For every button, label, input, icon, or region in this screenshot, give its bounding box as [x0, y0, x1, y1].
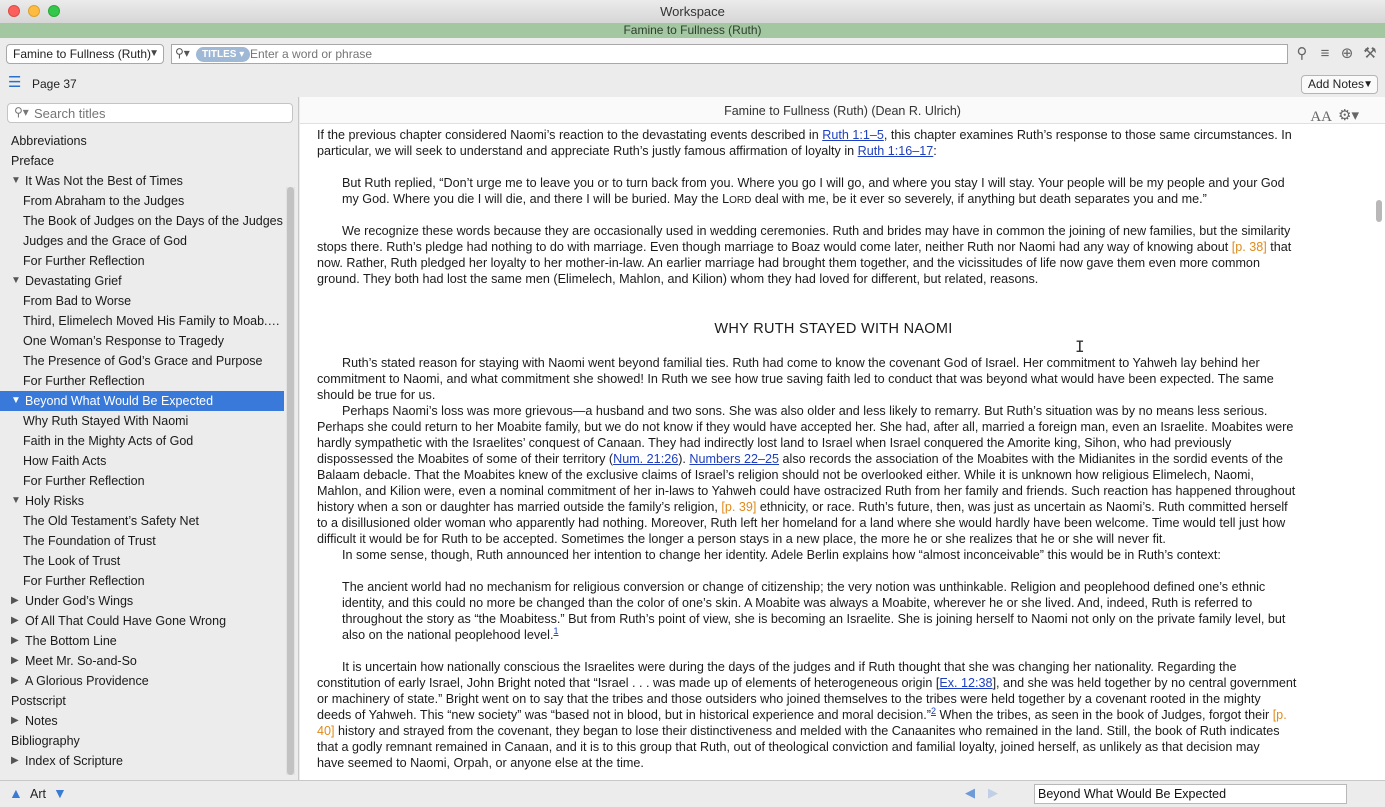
- footnote-number[interactable]: 1: [553, 625, 559, 636]
- search-bar[interactable]: [171, 44, 1288, 64]
- bottom-bar: [0, 780, 1385, 807]
- toc-item-label: From Bad to Worse: [23, 294, 132, 308]
- text-span: or machinery of state.” Bright went on to say that the tribes and those outsiders who joined themselves to the tribes were held together by a covenant rooted in the mighty: [317, 692, 1261, 706]
- page-bar: [0, 70, 1385, 97]
- text-span: to a disillusioned older woman who apparently had nothing. Moreover, Ruth left her homeland for a land where she would hardly have been welcome. Time would tell just how: [317, 516, 1286, 530]
- toc-item-label: Postscript: [11, 694, 66, 708]
- toc-item-label: Holy Risks: [25, 494, 85, 508]
- text-line: [317, 435, 1350, 451]
- resource-select-value: Famine to Fullness (Ruth): [13, 47, 152, 61]
- text-span: that: [1266, 240, 1292, 254]
- list-icon[interactable]: ≡: [1320, 45, 1330, 62]
- sidebar-scrollbar[interactable]: [286, 187, 295, 775]
- toc-item-label: The Old Testament’s Safety Net: [23, 514, 200, 528]
- triangle-down-icon[interactable]: ▼: [53, 785, 67, 801]
- text-line: [317, 691, 1350, 707]
- text-span: ).: [678, 452, 690, 466]
- text-line: [317, 175, 1350, 191]
- toc-item-label: Beyond What Would Be Expected: [25, 394, 214, 408]
- toc-item[interactable]: [0, 331, 284, 351]
- art-label: Art: [30, 787, 46, 801]
- toc-item[interactable]: [0, 631, 284, 651]
- panel-icon[interactable]: ⚒: [1363, 45, 1377, 62]
- book-text: [317, 127, 1350, 771]
- text-line: [317, 515, 1350, 531]
- text-span: ground. They both had lost the same men (Elimelech, Mahlon, and Kilion) whom they had loved for different, but related, reasons.: [317, 272, 1039, 286]
- workspace-subtitle: Famine to Fullness (Ruth): [0, 23, 1385, 38]
- toc-item-label: Faith in the Mighty Acts of God: [23, 434, 194, 448]
- page-number: Page 37: [32, 77, 77, 91]
- gear-icon[interactable]: ⚙▾: [1338, 107, 1359, 124]
- reader-pane: [300, 97, 1385, 780]
- blank-line: [317, 207, 1350, 223]
- toc-item[interactable]: [0, 731, 284, 751]
- add-icon[interactable]: ⊕: [1340, 45, 1354, 62]
- search-icon[interactable]: ⚲▾: [175, 46, 190, 60]
- toolbar: [0, 38, 1385, 70]
- text-span: We recognize these words because they are occasionally used in wedding ceremonies. Ruth and brides may have in common the joining of new families, but the similarity: [342, 224, 1291, 238]
- text-span: It is uncertain how nationally conscious the Israelites were during the days of the judges and if Ruth thought that she was changing her nationality. Regarding the: [342, 660, 1237, 674]
- location-field[interactable]: Beyond What Would Be Expected: [1034, 784, 1347, 804]
- text-line: [317, 547, 1350, 563]
- sidebar-scroll-thumb[interactable]: [287, 187, 294, 775]
- toc-item[interactable]: [0, 651, 284, 671]
- toc-item-label: For Further Reflection: [23, 254, 145, 268]
- title-search-box[interactable]: [7, 103, 293, 123]
- scripture-link[interactable]: Ruth 1:1–5: [822, 128, 884, 142]
- toc-item-label: The Foundation of Trust: [23, 534, 156, 548]
- toc-item[interactable]: [0, 371, 284, 391]
- text-span: stops there. Ruth’s pledge had nothing to do with marriage. Even though marriage to Boaz would come later, neither Ruth nor Naomi had any way of knowing about: [317, 240, 1232, 254]
- toc-item[interactable]: [0, 231, 284, 251]
- toc-item[interactable]: [0, 311, 284, 331]
- search-input[interactable]: [250, 46, 1280, 62]
- blank-line: [317, 563, 1350, 579]
- toc-item-label: It Was Not the Best of Times: [25, 174, 183, 188]
- page-marker[interactable]: [p.: [1272, 708, 1287, 722]
- text-span: that a godly remnant remained in Canaan, and it is to this group that Ruth, out of theological conviction and familial loyalty, joined herself, as unlikely as that decision may: [317, 740, 1260, 754]
- disclosure-open-icon[interactable]: ▼: [11, 175, 21, 186]
- blank-line: [317, 159, 1350, 175]
- toc-item-label: Third, Elimelech Moved His Family to Moab.…: [23, 314, 281, 328]
- footnote-number[interactable]: 2: [930, 705, 936, 716]
- disclosure-closed-icon[interactable]: ▶: [11, 595, 19, 606]
- toc-item-label: The Presence of God’s Grace and Purpose: [23, 354, 263, 368]
- page-marker[interactable]: [p. 39]: [721, 500, 757, 514]
- text-span: Ruth’s stated reason for staying with Naomi went beyond familial ties. Ruth had come to know the covenant God of Israel. Her commitment to Yahweh lay behind her: [342, 356, 1260, 370]
- toc-item[interactable]: [0, 171, 284, 191]
- text-line: [317, 271, 1350, 287]
- text-line: [317, 707, 1350, 723]
- text-span: also on the national peoplehood level.: [342, 628, 554, 642]
- minimize-window-button[interactable]: [28, 5, 40, 17]
- disclosure-closed-icon[interactable]: ▶: [11, 755, 19, 766]
- toc-item-label: The Look of Trust: [23, 554, 121, 568]
- text-span: dispossessed the Moabites of some of their territory (: [317, 452, 614, 466]
- toc-item[interactable]: [0, 291, 284, 311]
- text-line: [317, 355, 1350, 371]
- text-line: [317, 723, 1350, 739]
- window-title: Workspace: [660, 4, 725, 19]
- page-marker[interactable]: [p. 38]: [1231, 240, 1267, 254]
- blank-line: [317, 339, 1350, 355]
- text-span: constitution of early Israel, John Bright noted that “Israel . . . was made up of elements of heterogeneous origin [: [317, 676, 940, 690]
- toc-item[interactable]: [0, 491, 284, 511]
- reader-header: [300, 97, 1385, 124]
- toc-item[interactable]: [0, 511, 284, 531]
- text-span: , this chapter examines Ruth’s response to those same circumstances. In: [883, 128, 1292, 142]
- add-notes-button[interactable]: Add Notes ▼: [1301, 75, 1378, 94]
- text-line: [317, 531, 1350, 547]
- text-span: Balaam debacle. That the Moabites knew of the exclusive claims of Israel’s religion should not be overlooked either. While it is unknown how religious Elimelech, Naomi,: [317, 468, 1254, 482]
- text-span: have seemed to Naomi, Orpah, or anyone else at the time.: [317, 756, 644, 770]
- toc-item[interactable]: [0, 671, 284, 691]
- resource-select[interactable]: [6, 44, 164, 64]
- text-span: history when a son or daughter has married outside the family’s religion,: [317, 500, 722, 514]
- text-line: [317, 499, 1350, 515]
- text-span: identity, and this could no more be changed than the color of one’s skin. A Moabite was always a Moabite, wherever he or she lived. And, indeed, Ruth is referred to: [342, 596, 1253, 610]
- disclosure-open-icon[interactable]: ▼: [11, 395, 21, 406]
- text-line: [317, 255, 1350, 271]
- text-span: also records the association of the Moabites with the Midianites in the sordid events of the: [779, 452, 1284, 466]
- text-line: [317, 127, 1350, 143]
- text-span: hardly sympathetic with the Israelites’ conquest of Canaan. They had indirectly lost land to Israel when Israel conquered the Amorite king, Sihon, who had previously: [317, 436, 1232, 450]
- toc-item[interactable]: [0, 191, 284, 211]
- text-cursor-icon: I: [1075, 337, 1085, 356]
- text-span: When the tribes, as seen in the book of Judges, forgot their: [935, 708, 1273, 722]
- section-heading: WHY RUTH STAYED WITH NAOMI: [714, 321, 953, 337]
- toc-item[interactable]: [0, 611, 284, 631]
- close-window-button[interactable]: [8, 5, 20, 17]
- toc-item[interactable]: [0, 431, 284, 451]
- text-line: [317, 579, 1350, 595]
- disclosure-closed-icon[interactable]: ▶: [11, 675, 19, 686]
- toc-item[interactable]: [0, 271, 284, 291]
- text-line: [317, 143, 1350, 159]
- disclosure-open-icon[interactable]: ▼: [11, 275, 21, 286]
- text-span: history and strayed from the covenant, they began to lose their distinctiveness and melded with the Canaanites who remained in the land. Still, the book of Ruth indicates: [334, 724, 1280, 738]
- toc-item-label: Bibliography: [11, 734, 80, 748]
- search-icon: ⚲▾: [14, 105, 29, 119]
- toc-item-label: Under God’s Wings: [25, 594, 134, 608]
- forward-arrow-icon[interactable]: ▶: [988, 785, 998, 800]
- text-line: [317, 191, 1350, 207]
- table-of-contents-sidebar: [0, 97, 299, 780]
- toc-item[interactable]: [0, 551, 284, 571]
- toc-item[interactable]: [0, 691, 284, 711]
- disclosure-closed-icon[interactable]: ▶: [11, 615, 19, 626]
- text-span: throughout the story as “the Moabitess.” But from Ruth’s point of view, she is becoming an Israelite. She is joining herself to Naomi not only on the private family level, but: [342, 612, 1286, 626]
- small-caps-text: ORD: [729, 195, 752, 206]
- toc-item-label: How Faith Acts: [23, 454, 107, 468]
- book-title: Famine to Fullness (Ruth) (Dean R. Ulrich): [724, 104, 961, 118]
- text-span: But Ruth replied, “Don’t urge me to leave you or to turn back from you. Where you go I will go, and where you stay I will stay. Your people will be my people and your God: [342, 176, 1285, 190]
- disclosure-closed-icon[interactable]: ▶: [11, 655, 19, 666]
- scripture-link[interactable]: Numbers 22–25: [689, 452, 780, 466]
- toc-item-label: Why Ruth Stayed With Naomi: [23, 414, 189, 428]
- text-line: [317, 239, 1350, 255]
- back-arrow-icon[interactable]: ◀: [965, 785, 975, 800]
- footnote-link[interactable]: [553, 626, 558, 636]
- blank-line: [317, 643, 1350, 659]
- text-span: deal with me, be it ever so severely, if anything but death separates you and me.”: [751, 192, 1207, 206]
- text-line: [317, 467, 1350, 483]
- text-line: [317, 611, 1350, 627]
- page-marker[interactable]: 40]: [317, 724, 335, 738]
- text-span: my God. Where you die I will die, and there I will be buried. May the L: [342, 192, 730, 206]
- toc-item[interactable]: [0, 451, 284, 471]
- table-of-contents-icon[interactable]: ☰: [8, 74, 22, 91]
- toc-item[interactable]: [0, 751, 284, 771]
- disclosure-closed-icon[interactable]: ▶: [11, 635, 19, 646]
- toc-item[interactable]: [0, 211, 284, 231]
- toc-item-label: Of All That Could Have Gone Wrong: [25, 614, 227, 628]
- toc-item-label: Notes: [25, 714, 58, 728]
- text-span: Mahlon, and Kilion were, even a nominal commitment of her in-laws to Yahweh could have ostracized Ruth from her family and friends. Such reaction has happened throughout: [317, 484, 1296, 498]
- toc-item-label: Preface: [11, 154, 55, 168]
- toc-item-label: Index of Scripture: [25, 754, 123, 768]
- text-span: ethnicity, or race. Ruth’s future, then, was just as uncertain as Naomi’s. Ruth committed herself: [756, 500, 1288, 514]
- toc-item[interactable]: [0, 251, 284, 271]
- text-span: :: [933, 144, 937, 158]
- title-bar: [0, 0, 1385, 23]
- text-line: [317, 451, 1350, 467]
- toc-item[interactable]: [0, 531, 284, 551]
- text-line: [317, 403, 1350, 419]
- text-line: [317, 755, 1350, 771]
- chevron-down-icon: ▼: [149, 48, 159, 59]
- text-span: In some sense, though, Ruth announced her intention to change her identity. Adele Berlin explains how “almost inconceivable” this would be in Ruth’s context:: [342, 548, 1221, 562]
- text-line: [317, 627, 1350, 643]
- toc-item-label: One Woman’s Response to Tragedy: [23, 334, 225, 348]
- toc-item-label: For Further Reflection: [23, 474, 145, 488]
- text-line: [317, 659, 1350, 675]
- disclosure-open-icon[interactable]: ▼: [11, 495, 21, 506]
- toc-item-label: A Glorious Providence: [25, 674, 149, 688]
- font-size-button[interactable]: AA: [1310, 109, 1332, 125]
- scripture-link[interactable]: Ruth 1:16–17: [857, 144, 934, 158]
- blank-line: [317, 287, 1350, 303]
- search-scope-pill[interactable]: TITLES ▾: [196, 47, 250, 62]
- text-line: [317, 675, 1350, 691]
- disclosure-closed-icon[interactable]: ▶: [11, 715, 19, 726]
- toc-item[interactable]: [0, 471, 284, 491]
- scripture-link[interactable]: Ex. 12:38: [939, 676, 993, 690]
- scripture-link[interactable]: Num. 21:26: [613, 452, 679, 466]
- text-span: deeds of Yahweh. This “new society” was “based not in blood, but in historical experience and moral decision.”: [317, 708, 931, 722]
- text-span: now. Rather, Ruth pledged her loyalty to her mother-in-law. An earlier marriage had brought them together, and the vicissitudes of life now gave them even more common: [317, 256, 1260, 270]
- chevron-down-icon: ▼: [1363, 79, 1373, 90]
- text-span: difficult it would be for Ruth to be accepted. Sometimes the longer a person stays in a new place, the more he or she realizes that he or she will never fit.: [317, 532, 1166, 546]
- reader-scroll-thumb[interactable]: [1376, 200, 1382, 222]
- text-span: If the previous chapter considered Naomi’s reaction to the devastating events described in: [317, 128, 823, 142]
- search-icon[interactable]: ⚲: [1296, 45, 1308, 62]
- toc-item-label: The Book of Judges on the Days of the Judges: [23, 214, 283, 228]
- text-span: ], and she was held together by no central government: [992, 676, 1297, 690]
- toc-item[interactable]: [0, 711, 284, 731]
- text-span: The ancient world had no mechanism for religious conversion or change of citizenship; the very notion was unthinkable. Religion and peoplehood defined one’s ethnic: [342, 580, 1266, 594]
- toc-list: [0, 131, 284, 771]
- toc-item[interactable]: [0, 131, 284, 151]
- text-span: Perhaps Naomi’s loss was more grievous—a husband and two sons. She was also older and less likely to remarry. But Ruth’s situation was by no means less serious.: [342, 404, 1268, 418]
- text-line: [317, 419, 1350, 435]
- toc-item-label: For Further Reflection: [23, 574, 145, 588]
- triangle-up-icon[interactable]: ▲: [9, 785, 23, 801]
- toc-item-label: From Abraham to the Judges: [23, 194, 185, 208]
- text-line: [317, 387, 1350, 403]
- title-search-input[interactable]: [34, 105, 284, 121]
- zoom-window-button[interactable]: [48, 5, 60, 17]
- toc-item[interactable]: [0, 351, 284, 371]
- text-line: [317, 595, 1350, 611]
- text-line: [317, 371, 1350, 387]
- text-line: [317, 739, 1350, 755]
- text-span: particular, we will seek to understand and appreciate Ruth’s justly famous affirmation of loyalty in: [317, 144, 858, 158]
- toc-item-label: Abbreviations: [11, 134, 87, 148]
- text-span: should be true for us.: [317, 388, 436, 402]
- text-span: Perhaps she could return to her Moabite family, but we do not know if they would have accepted her. She had, after all, married a foreign man, even an Israelite. Moabites were: [317, 420, 1294, 434]
- toc-item-label: For Further Reflection: [23, 374, 145, 388]
- blank-line: [317, 303, 1350, 319]
- toc-item[interactable]: [0, 591, 284, 611]
- text-line: [317, 483, 1350, 499]
- toc-item-label: Devastating Grief: [25, 274, 122, 288]
- text-line: [317, 223, 1350, 239]
- toc-item-label: The Bottom Line: [25, 634, 117, 648]
- text-span: commitment to Naomi, and what commitment she showed! In Ruth we see how true saving faith led to conduct that was beyond what would have been expected. The same: [317, 372, 1274, 386]
- toc-item[interactable]: [0, 391, 284, 411]
- toc-item[interactable]: [0, 411, 284, 431]
- toc-item-label: Meet Mr. So-and-So: [25, 654, 137, 668]
- toc-item-label: Judges and the Grace of God: [23, 234, 187, 248]
- toc-item[interactable]: [0, 151, 284, 171]
- toc-item[interactable]: [0, 571, 284, 591]
